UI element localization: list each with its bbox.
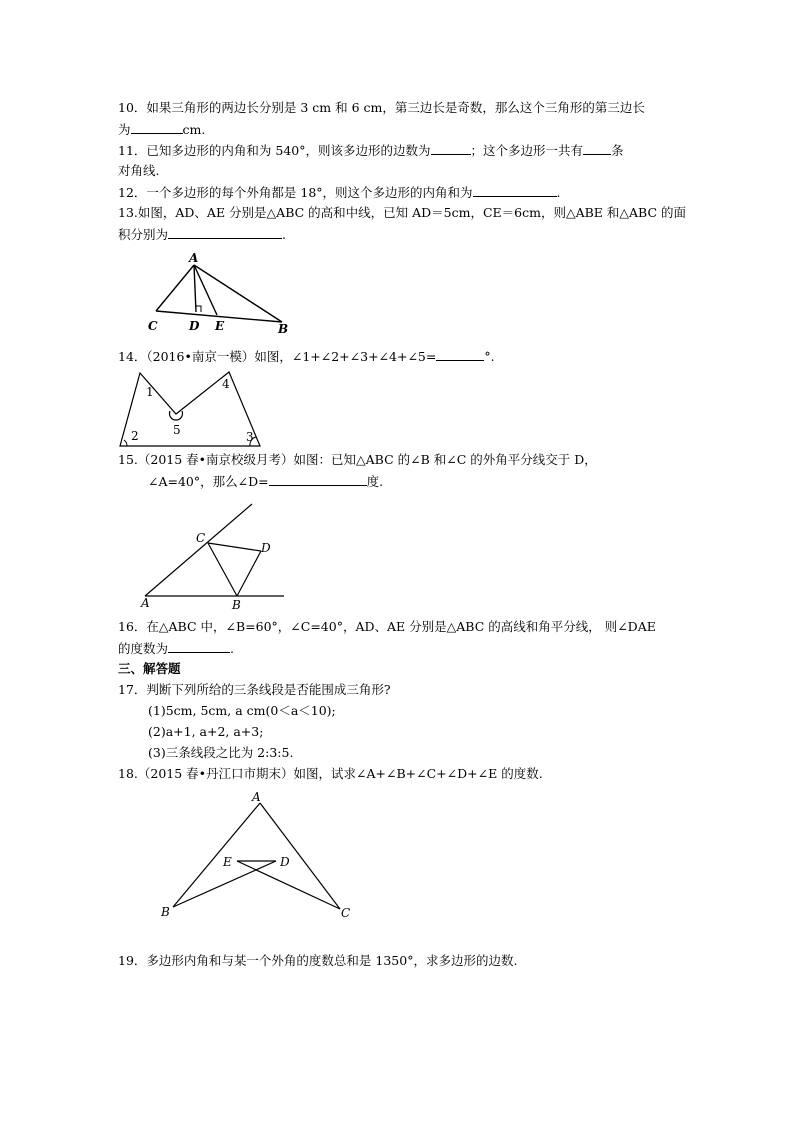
q11-mid: ；这个多边形一共有 bbox=[470, 143, 584, 158]
q13-side-ca bbox=[156, 265, 194, 311]
q18-label-e: E bbox=[223, 855, 232, 869]
q15-answer-blank[interactable] bbox=[269, 473, 367, 486]
q14-label-3: 3 bbox=[246, 430, 254, 444]
q12-suffix: . bbox=[556, 185, 561, 200]
q13-label-d: D bbox=[189, 319, 200, 333]
q17-item-2: (2)a+1, a+2, a+3; bbox=[148, 724, 264, 739]
q18-stem: 18.（2015 春•丹江口市期末）如图，试求∠A+∠B+∠C+∠D+∠E 的度数. bbox=[118, 766, 543, 781]
q15-cd bbox=[208, 543, 261, 551]
q14-angle2-arc bbox=[124, 440, 127, 446]
q15-line2 bbox=[148, 473, 383, 490]
q15-label-a: A bbox=[141, 596, 150, 610]
q10-line1: 10．如果三角形的两边长分别是 3 cm 和 6 cm，第三边长是奇数，那么这个三角形的第三边长 bbox=[118, 100, 645, 115]
q15-prefix: ∠A=40°，那么∠D= bbox=[148, 474, 269, 489]
q14-line bbox=[118, 348, 495, 365]
q16-prefix: 的度数为 bbox=[118, 641, 169, 656]
q14-label-4: 4 bbox=[222, 377, 230, 391]
q14-label-2: 2 bbox=[131, 429, 139, 443]
q13-line1: 13.如图，AD、AE 分别是△ABC 的高和中线，已知 AD＝5cm，CE＝6cm，则△ABE 和△ABC 的面 bbox=[118, 205, 686, 220]
q13-prefix: 积分别为 bbox=[118, 227, 169, 242]
q18-label-b: B bbox=[161, 905, 170, 919]
q13-label-e: E bbox=[215, 319, 225, 333]
q15-suffix: 度. bbox=[366, 474, 384, 489]
q15-label-c: C bbox=[196, 531, 206, 545]
q10-suffix: cm. bbox=[182, 122, 206, 137]
q15-label-d: D bbox=[261, 541, 271, 555]
q13-label-c: C bbox=[148, 319, 158, 333]
q13-altitude-ad bbox=[194, 265, 196, 312]
q15-label-b: B bbox=[232, 598, 241, 612]
q16-answer-blank[interactable] bbox=[168, 640, 230, 653]
q11-line2: 对角线. bbox=[118, 163, 160, 178]
q14-prefix: 14．（2016•南京一模）如图，∠1+∠2+∠3+∠4+∠5= bbox=[118, 349, 437, 364]
q15-bd bbox=[237, 551, 261, 596]
q14-angle5-arc bbox=[170, 411, 183, 420]
q16-suffix: . bbox=[230, 641, 234, 656]
q13-right-angle-mark bbox=[196, 306, 201, 312]
q16-line2 bbox=[118, 640, 234, 657]
q13-label-b: B bbox=[278, 322, 289, 336]
q18-label-c: C bbox=[341, 906, 351, 920]
q15-line1: 15.（2015 春•南京校级月考）如图：已知△ABC 的∠B 和∠C 的外角平分线交于 D， bbox=[118, 452, 597, 467]
q18-label-a: A bbox=[252, 790, 261, 804]
q14-polygon bbox=[120, 372, 260, 446]
q18-label-d: D bbox=[280, 855, 290, 869]
q15-side-cb bbox=[208, 543, 237, 596]
q17-item-1: (1)5cm, 5cm, a cm(0＜a＜10); bbox=[148, 703, 336, 718]
q14-label-1: 1 bbox=[146, 385, 154, 399]
q11-prefix: 11．已知多边形的内角和为 540°，则该多边形的边数为 bbox=[118, 143, 431, 158]
q10-prefix: 为 bbox=[118, 122, 131, 137]
q18-ab bbox=[173, 803, 260, 907]
q13-suffix: . bbox=[282, 227, 286, 242]
q11-suffix: 条 bbox=[611, 143, 624, 158]
q14-suffix: °. bbox=[484, 349, 495, 364]
q17-stem: 17．判断下列所给的三条线段是否能围成三角形? bbox=[118, 682, 391, 697]
q19-stem: 19．多边形内角和与某一个外角的度数总和是 1350°，求多边形的边数. bbox=[118, 953, 518, 968]
q17-item-3: (3)三条线段之比为 2:3:5. bbox=[148, 745, 294, 760]
q18-ac bbox=[260, 803, 340, 909]
section-title: 三、解答题 bbox=[118, 661, 181, 676]
q14-label-5: 5 bbox=[173, 423, 181, 437]
q15-ray-ac bbox=[145, 504, 252, 596]
q13-label-a: A bbox=[189, 251, 199, 265]
q14-answer-blank[interactable] bbox=[436, 348, 484, 361]
q12-prefix: 12．一个多边形的每个外角都是 18°，则这个多边形的内角和为 bbox=[118, 185, 473, 200]
q16-line1: 16．在△ABC 中，∠B=60°，∠C=40°，AD、AE 分别是△ABC 的高线和角平分线， 则∠DAE bbox=[118, 619, 656, 634]
